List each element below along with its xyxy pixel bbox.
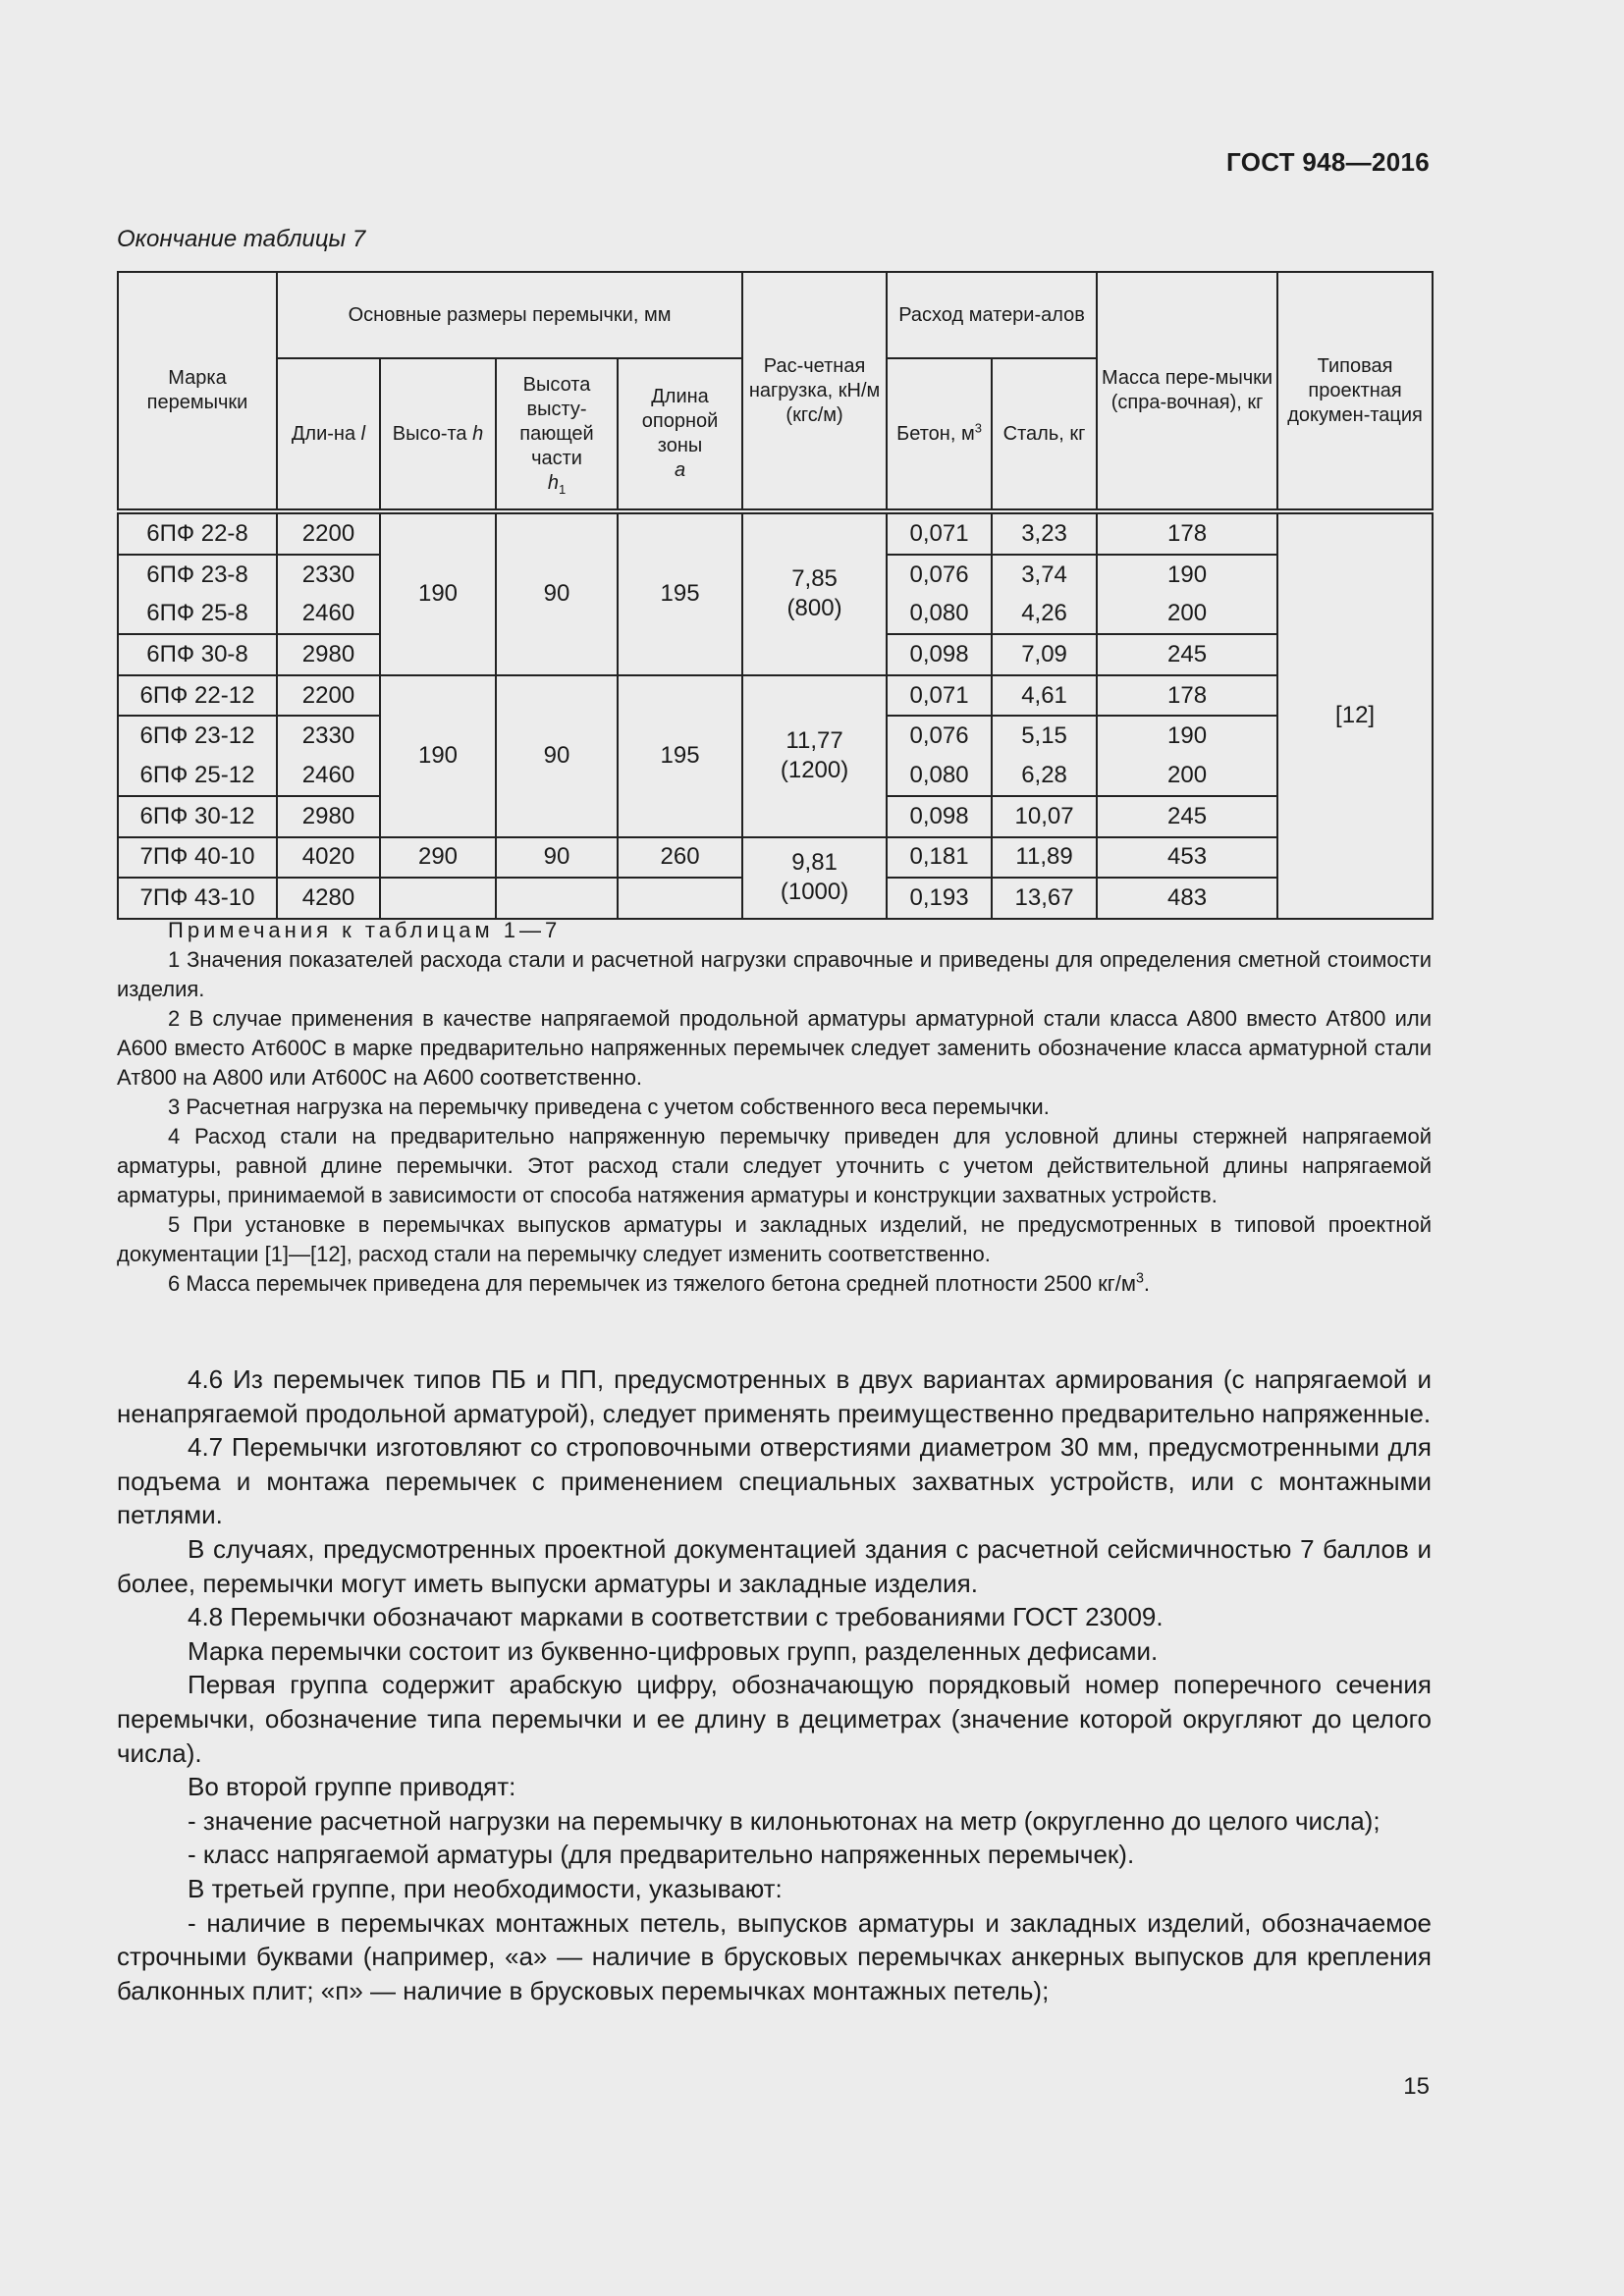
table-cell: 3,74: [992, 555, 1097, 595]
table-row: [118, 675, 1433, 717]
table-cell: 195: [618, 511, 742, 675]
col-concrete: Бетон, $м^3$: [887, 358, 992, 511]
table-cell: 0,071: [887, 511, 992, 555]
document-header: ГОСТ 948—2016: [1226, 147, 1430, 177]
table-cell: 260: [618, 837, 742, 879]
paragraph: Первая группа содержит арабскую цифру, обозначающую порядковый номер поперечного сечения перемычки, обозначение типа перемычки и ее длину в дециметрах (значение которой округляют до целого числа).: [117, 1670, 1432, 1768]
paragraph: - класс напрягаемой арматуры (для предварительно напряженных перемычек).: [188, 1840, 1135, 1870]
col-steel: Сталь, кг: [992, 358, 1097, 511]
table-cell: [618, 878, 742, 919]
paragraph: - наличие в перемычках монтажных петель, выпусков арматуры и закладных изделий, обозначаемое строчными буквами (например, «а» — наличие в брусковых перемычках анкерных выпусков для крепления балконных плит; «п» — наличие в брусковых перемычках монтажных петель);: [117, 1907, 1432, 2005]
paragraph: 4.6 Из перемычек типов ПБ и ПП, предусмотренных в двух вариантах армирования (с напрягаемой и ненапрягаемой продольной арматурой), следует применять преимущественно предварительно напряженные.: [117, 1364, 1432, 1428]
load-cell: 7,85 (800): [742, 511, 887, 675]
table-cell: 190: [1097, 716, 1277, 756]
table-cell: 10,07: [992, 796, 1097, 837]
table-cell: 4,61: [992, 675, 1097, 717]
table-cell: 13,67: [992, 878, 1097, 919]
table-cell: [496, 878, 618, 919]
table-cell: 2330: [277, 716, 380, 756]
table-cell: 200: [1097, 594, 1277, 634]
paragraph: 4.8 Перемычки обозначают марками в соответствии с требованиями ГОСТ 23009.: [188, 1602, 1164, 1632]
table-cell: 7,09: [992, 634, 1097, 675]
table-cell: 4020: [277, 837, 380, 879]
table-cell: 6ПФ 25-12: [118, 756, 277, 796]
col-length: Дли-на l: [277, 358, 380, 511]
table-cell: 6ПФ 23-8: [118, 555, 277, 595]
note-item: 3 Расчетная нагрузка на перемычку приведена с учетом собственного веса перемычки.: [168, 1095, 1050, 1119]
load-cell: 9,81 (1000): [742, 837, 887, 919]
table-cell: 7ПФ 43-10: [118, 878, 277, 919]
table-cell: 4,26: [992, 594, 1097, 634]
table-cell: 483: [1097, 878, 1277, 919]
paragraph: - значение расчетной нагрузки на перемычку в килоньютонах на метр (округленно до целого числа);: [188, 1805, 1380, 1836]
note-item: 6 Масса перемычек приведена для перемычек из тяжелого бетона средней плотности 2500 $кг/м^3$.: [168, 1270, 1151, 1296]
table-cell: 6,28: [992, 756, 1097, 796]
table-row: [118, 837, 1433, 879]
note-item: 4 Расход стали на предварительно напряженную перемычку приведен для условной длины стержней напрягаемой арматуры, равной длине перемычки. Этот расход стали следует уточнить с учетом действительной длины напрягаемой арматуры, принимаемой в зависимости от способа натяжения арматуры и конструкции захватных устройств.: [117, 1124, 1432, 1207]
table-cell: 4280: [277, 878, 380, 919]
table-cell: 200: [1097, 756, 1277, 796]
col-materials-group: Расход матери-алов: [887, 272, 1097, 358]
table-cell: 90: [496, 837, 618, 879]
table-cell: 6ПФ 22-8: [118, 511, 277, 555]
table-cell: 3,23: [992, 511, 1097, 555]
table-cell: 0,076: [887, 716, 992, 756]
table-cell: 7ПФ 40-10: [118, 837, 277, 879]
table-cell: 2200: [277, 675, 380, 717]
table-cell: 0,181: [887, 837, 992, 879]
table-cell: 2980: [277, 796, 380, 837]
table-cell: 2200: [277, 511, 380, 555]
notes-title: Примечания к таблицам 1—7: [168, 918, 562, 942]
paragraph: Марка перемычки состоит из буквенно-цифровых групп, разделенных дефисами.: [188, 1635, 1159, 1666]
table-caption: Окончание таблицы 7: [117, 226, 366, 252]
paragraph: Во второй группе приводят:: [188, 1772, 516, 1802]
table-cell: 2460: [277, 756, 380, 796]
table-cell: 190: [380, 675, 496, 837]
col-docs: Типовая проектная докумен-тация: [1277, 272, 1433, 511]
table-cell: 2980: [277, 634, 380, 675]
table-cell: 0,080: [887, 594, 992, 634]
table-cell: 190: [1097, 555, 1277, 595]
table-cell: 6ПФ 22-12: [118, 675, 277, 717]
table-cell: 11,89: [992, 837, 1097, 879]
col-protrude: Высота высту-пающей части $h_1$: [496, 358, 618, 511]
docs-cell: [12]: [1277, 511, 1433, 919]
table-cell: 0,098: [887, 796, 992, 837]
table-cell: 5,15: [992, 716, 1097, 756]
table-cell: 0,080: [887, 756, 992, 796]
col-dims-group: Основные размеры перемычки, мм: [277, 272, 742, 358]
col-mark: Марка перемычки: [118, 272, 277, 511]
note-item: 1 Значения показателей расхода стали и расчетной нагрузки справочные и приведены для определения сметной стоимости изделия.: [117, 947, 1432, 1001]
table-cell: 6ПФ 25-8: [118, 594, 277, 634]
body-text: [117, 1362, 1432, 2007]
paragraph: В случаях, предусмотренных проектной документацией здания с расчетной сейсмичностью 7 баллов и более, перемычки могут иметь выпуски арматуры и закладные изделия.: [117, 1533, 1432, 1598]
table-cell: 0,098: [887, 634, 992, 675]
col-support: Длина опорной зоны a: [618, 358, 742, 511]
paragraph: 4.7 Перемычки изготовляют со строповочными отверстиями диаметром 30 мм, предусмотренными для подъема и монтажа перемычек с применением специальных захватных устройств, или с монтажными петлями.: [117, 1432, 1432, 1530]
table-cell: 290: [380, 837, 496, 879]
page-number: 15: [1403, 2073, 1430, 2100]
note-item: 2 В случае применения в качестве напрягаемой продольной арматуры арматурной стали класса А800 вместо Ат800 или А600 вместо Ат600С в марке предварительно напряженных перемычек следует заменить обозначение класса арматурной стали Ат800 на А800 или Ат600С на А600 соответственно.: [117, 1006, 1432, 1090]
col-height: Высо-та h: [380, 358, 496, 511]
table-cell: 0,076: [887, 555, 992, 595]
table-cell: 0,193: [887, 878, 992, 919]
table-cell: 178: [1097, 511, 1277, 555]
table-cell: 90: [496, 511, 618, 675]
table-7: [117, 271, 1434, 920]
note-item: 5 При установке в перемычках выпусков арматуры и закладных изделий, не предусмотренных в типовой проектной документации [1]—[12], расход стали на перемычку следует изменить соответственно.: [117, 1212, 1432, 1266]
col-load: Рас-четная нагрузка, кН/м (кгс/м): [742, 272, 887, 511]
table-row: [118, 511, 1433, 555]
table-cell: 6ПФ 23-12: [118, 716, 277, 756]
table-notes: [117, 916, 1432, 1299]
table-cell: 195: [618, 675, 742, 837]
table-cell: 245: [1097, 796, 1277, 837]
table-cell: 0,071: [887, 675, 992, 717]
table-cell: 90: [496, 675, 618, 837]
load-cell: 11,77 (1200): [742, 675, 887, 837]
table-cell: 178: [1097, 675, 1277, 717]
col-mass: Масса пере-мычки (спра-вочная), кг: [1097, 272, 1277, 511]
table-cell: 190: [380, 511, 496, 675]
paragraph: В третьей группе, при необходимости, указывают:: [188, 1873, 783, 1903]
table-cell: 2460: [277, 594, 380, 634]
table-cell: 6ПФ 30-12: [118, 796, 277, 837]
table-cell: 245: [1097, 634, 1277, 675]
table-cell: 453: [1097, 837, 1277, 879]
table-cell: [380, 878, 496, 919]
table-cell: 6ПФ 30-8: [118, 634, 277, 675]
table-cell: 2330: [277, 555, 380, 595]
